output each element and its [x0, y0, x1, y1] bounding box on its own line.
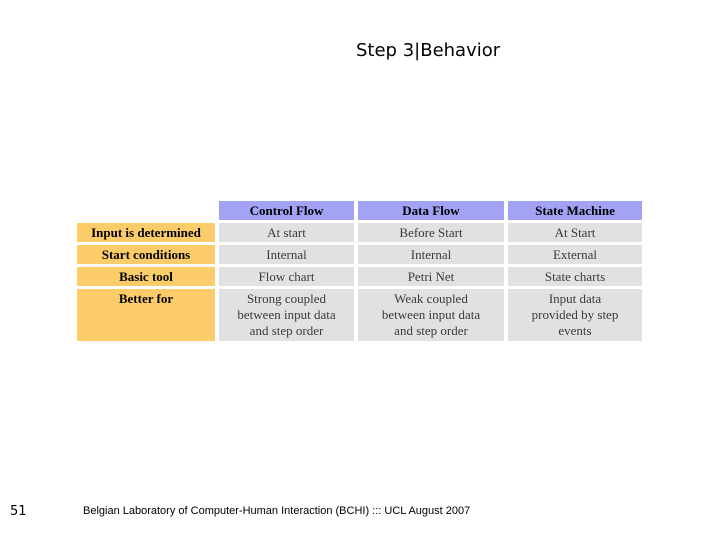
table-cell: External [508, 245, 642, 264]
table-cell: At Start [508, 223, 642, 242]
row-header-start-conditions: Start conditions [77, 245, 215, 264]
column-header-control-flow: Control Flow [219, 201, 354, 220]
comparison-table-container [73, 198, 646, 344]
column-header-data-flow: Data Flow [358, 201, 504, 220]
table-cell: Input data provided by step events [508, 289, 642, 341]
table-cell: State charts [508, 267, 642, 286]
table-row [77, 245, 642, 264]
table-cell: Weak coupled between input data and step order [358, 289, 504, 341]
table-row [77, 289, 642, 341]
row-header-better-for: Better for [77, 289, 215, 341]
comparison-table [73, 198, 646, 344]
table-cell: Internal [219, 245, 354, 264]
table-header-row [77, 201, 642, 220]
row-header-basic-tool: Basic tool [77, 267, 215, 286]
page-number: 51 [10, 504, 27, 519]
table-cell: Before Start [358, 223, 504, 242]
table-row [77, 267, 642, 286]
row-header-input-determined: Input is determined [77, 223, 215, 242]
table-cell: Petri Net [358, 267, 504, 286]
table-corner-cell [77, 201, 215, 220]
footer-text: Belgian Laboratory of Computer-Human Interaction (BCHI) ::: UCL August 2007 [83, 505, 471, 517]
table-row [77, 223, 642, 242]
table-cell: Strong coupled between input data and step order [219, 289, 354, 341]
table-cell: Flow chart [219, 267, 354, 286]
column-header-state-machine: State Machine [508, 201, 642, 220]
table-cell: Internal [358, 245, 504, 264]
table-cell: At start [219, 223, 354, 242]
slide-title: Step 3|Behavior [356, 40, 501, 61]
